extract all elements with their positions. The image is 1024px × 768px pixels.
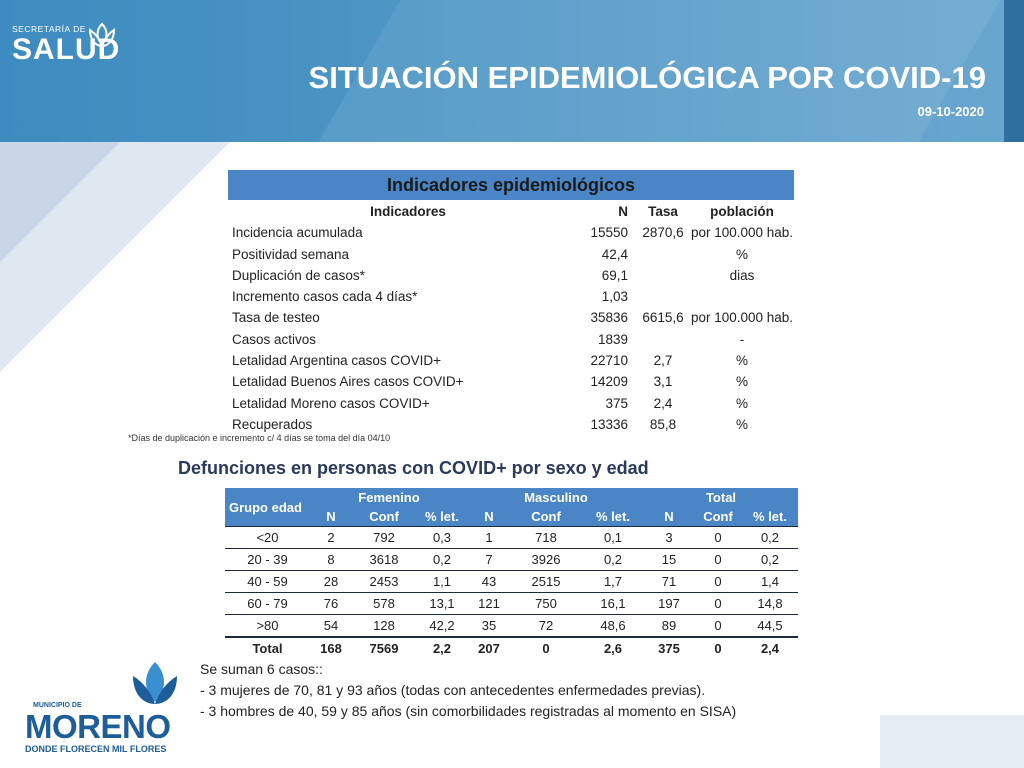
- table-cell: 3926: [510, 549, 582, 571]
- page-title: SITUACIÓN EPIDEMIOLÓGICA POR COVID-19: [308, 60, 986, 95]
- indicador-tasa: [636, 244, 690, 265]
- indicador-poblacion: [690, 286, 794, 307]
- table-cell: 207: [468, 637, 510, 659]
- col-header: Masculino: [468, 488, 644, 507]
- defunciones-title: Defunciones en personas con COVID+ por sexo y edad: [178, 458, 649, 478]
- col-header: % let.: [582, 507, 644, 527]
- indicador-n: 375: [605, 395, 628, 411]
- table-cell: 1,7: [582, 571, 644, 593]
- indicador-tasa: 6615,6: [642, 310, 684, 326]
- table-cell: 7: [468, 549, 510, 571]
- indicador-label: Letalidad Moreno casos COVID+: [232, 395, 430, 411]
- table-cell: 60 - 79: [225, 593, 310, 615]
- indicador-label: Incremento casos cada 4 días*: [232, 289, 418, 305]
- table-cell: 2: [310, 527, 352, 549]
- table-cell: 0,3: [416, 527, 468, 549]
- table-cell: 375: [644, 637, 694, 659]
- indicador-tasa: [636, 265, 690, 286]
- indicador-label: Duplicación de casos*: [232, 267, 365, 283]
- table-cell: 0,2: [582, 549, 644, 571]
- table-cell: 2,6: [582, 637, 644, 659]
- table-cell: 718: [510, 527, 582, 549]
- indicador-label: Casos activos: [232, 331, 317, 347]
- table-cell: <20: [225, 527, 310, 549]
- table-cell: 0,2: [416, 549, 468, 571]
- table-cell: 578: [352, 593, 416, 615]
- table-cell: 128: [352, 615, 416, 638]
- indicador-tasa: 2870,6: [642, 225, 684, 241]
- indicador-poblacion: por 100.000 hab.: [690, 310, 794, 326]
- moreno-top-text: MUNICIPIO DE: [33, 702, 82, 709]
- header-stripe: [1004, 0, 1024, 142]
- salud-logo: [12, 24, 120, 66]
- col-header: N: [310, 507, 352, 527]
- col-header: población: [710, 204, 774, 219]
- col-header: Conf: [352, 507, 416, 527]
- table-cell: 0: [510, 637, 582, 659]
- table-cell: 54: [310, 615, 352, 638]
- table-cell: 2453: [352, 571, 416, 593]
- indicador-tasa: 2,4: [653, 395, 673, 411]
- indicador-poblacion: %: [735, 353, 748, 369]
- table-cell: 1,1: [416, 571, 468, 593]
- col-header: N: [468, 507, 510, 527]
- indicador-n: 69,1: [601, 267, 628, 283]
- table-row: [228, 265, 794, 286]
- table-cell: 0: [694, 549, 742, 571]
- table-row: [228, 244, 794, 265]
- col-header: N: [644, 507, 694, 527]
- indicador-n: 1839: [597, 331, 628, 347]
- table-cell: 42,2: [416, 615, 468, 638]
- table-cell: 72: [510, 615, 582, 638]
- indicador-tasa: 3,1: [653, 374, 673, 390]
- indicadores-table: [228, 201, 794, 435]
- indicador-poblacion: %: [735, 395, 748, 411]
- table-cell: 2,4: [742, 637, 798, 659]
- table-cell: 43: [468, 571, 510, 593]
- footer-decoration: [880, 715, 1024, 768]
- indicador-poblacion: por 100.000 hab.: [690, 225, 794, 241]
- table-cell: 0,1: [582, 527, 644, 549]
- indicador-poblacion: %: [735, 374, 748, 390]
- col-header: % let.: [742, 507, 798, 527]
- indicador-label: Tasa de testeo: [232, 310, 320, 326]
- table-cell: >80: [225, 615, 310, 638]
- moreno-name: MORENO: [25, 708, 171, 745]
- indicador-label: Positividad semana: [232, 246, 350, 262]
- table-row: [225, 593, 798, 615]
- col-header: Total: [644, 488, 798, 507]
- table-row: [228, 329, 794, 350]
- table-cell: 750: [510, 593, 582, 615]
- table-cell: 1: [468, 527, 510, 549]
- indicador-tasa: 2,7: [653, 353, 673, 369]
- table-cell: 2,2: [416, 637, 468, 659]
- col-header: Femenino: [310, 488, 468, 507]
- defunciones-subheader-row: [225, 507, 798, 527]
- col-header: Grupo edad: [225, 488, 310, 527]
- col-header: Tasa: [648, 204, 678, 219]
- indicador-label: Incidencia acumulada: [232, 225, 363, 241]
- table-row: [225, 549, 798, 571]
- indicador-n: 42,4: [601, 246, 628, 262]
- indicador-poblacion: -: [739, 331, 745, 347]
- table-cell: 0: [694, 637, 742, 659]
- defunciones-table: [225, 488, 798, 659]
- table-cell: 0: [694, 593, 742, 615]
- logo-salud-text: SALUD: [12, 33, 121, 66]
- footnote: *Días de duplicación e incremento c/ 4 días se toma del día 04/10: [128, 433, 391, 443]
- table-cell: 1,4: [742, 571, 798, 593]
- summary-line: - 3 mujeres de 70, 81 y 93 años (todas con antecedentes enfermedades previas).: [200, 682, 706, 698]
- table-cell: 0,2: [742, 527, 798, 549]
- indicador-poblacion: %: [735, 246, 748, 262]
- indicadores-header-row: [228, 201, 794, 222]
- indicador-label: Letalidad Buenos Aires casos COVID+: [232, 374, 464, 390]
- table-row: [225, 615, 798, 638]
- indicador-tasa: 85,8: [649, 416, 677, 432]
- indicador-label: Recuperados: [232, 416, 313, 432]
- table-cell: 3618: [352, 549, 416, 571]
- background-decoration: [0, 142, 230, 382]
- col-header: % let.: [416, 507, 468, 527]
- indicador-n: 35836: [590, 310, 628, 326]
- indicador-tasa: [636, 286, 690, 307]
- table-cell: 40 - 59: [225, 571, 310, 593]
- table-cell: 0: [694, 571, 742, 593]
- table-row: [225, 571, 798, 593]
- table-cell: 44,5: [742, 615, 798, 638]
- indicador-poblacion: dias: [729, 267, 755, 283]
- table-cell: 7569: [352, 637, 416, 659]
- indicador-n: 22710: [590, 353, 628, 369]
- table-cell: 35: [468, 615, 510, 638]
- moreno-tagline: DONDE FLORECEN MIL FLORES: [25, 744, 167, 754]
- defunciones-header-row: [225, 488, 798, 507]
- indicador-n: 15550: [590, 225, 628, 241]
- table-cell: 8: [310, 549, 352, 571]
- indicador-poblacion: %: [735, 416, 748, 432]
- table-cell: 76: [310, 593, 352, 615]
- table-row: [228, 393, 794, 414]
- indicador-n: 1,03: [601, 289, 628, 305]
- col-header: Indicadores: [370, 204, 446, 219]
- summary-line: - 3 hombres de 40, 59 y 85 años (sin comorbilidades registradas al momento en SISA): [200, 703, 737, 719]
- table-cell: 14,8: [742, 593, 798, 615]
- table-cell: 3: [644, 527, 694, 549]
- table-cell: 16,1: [582, 593, 644, 615]
- col-header: N: [618, 204, 628, 219]
- table-cell: 168: [310, 637, 352, 659]
- table-cell: 121: [468, 593, 510, 615]
- indicador-label: Letalidad Argentina casos COVID+: [232, 353, 441, 369]
- table-row: [228, 350, 794, 371]
- table-cell: 0: [694, 527, 742, 549]
- table-row: [228, 222, 794, 243]
- table-row: [228, 307, 794, 328]
- table-row: [228, 371, 794, 392]
- table-row: [225, 527, 798, 549]
- table-cell: 71: [644, 571, 694, 593]
- table-cell: 20 - 39: [225, 549, 310, 571]
- table-cell: 2515: [510, 571, 582, 593]
- indicador-n: 13336: [590, 416, 628, 432]
- case-summary: [200, 659, 736, 722]
- lotus-icon: [82, 20, 122, 50]
- indicador-tasa: [636, 329, 690, 350]
- table-cell: 89: [644, 615, 694, 638]
- indicador-n: 14209: [590, 374, 628, 390]
- table-cell: 15: [644, 549, 694, 571]
- table-cell: 13,1: [416, 593, 468, 615]
- col-header: Conf: [694, 507, 742, 527]
- summary-line: Se suman 6 casos::: [200, 661, 323, 677]
- col-header: Conf: [510, 507, 582, 527]
- table-row: [228, 286, 794, 307]
- header-banner: [0, 0, 1024, 142]
- table-cell: 0: [694, 615, 742, 638]
- indicadores-title: Indicadores epidemiológicos: [228, 170, 794, 200]
- report-date: 09-10-2020: [917, 104, 984, 119]
- table-cell: 28: [310, 571, 352, 593]
- total-row: [225, 637, 798, 659]
- table-cell: 0,2: [742, 549, 798, 571]
- table-cell: 792: [352, 527, 416, 549]
- table-cell: 197: [644, 593, 694, 615]
- logo-secretaria-text: SECRETARÍA DE: [12, 24, 86, 34]
- table-cell: 48,6: [582, 615, 644, 638]
- table-cell: Total: [225, 637, 310, 659]
